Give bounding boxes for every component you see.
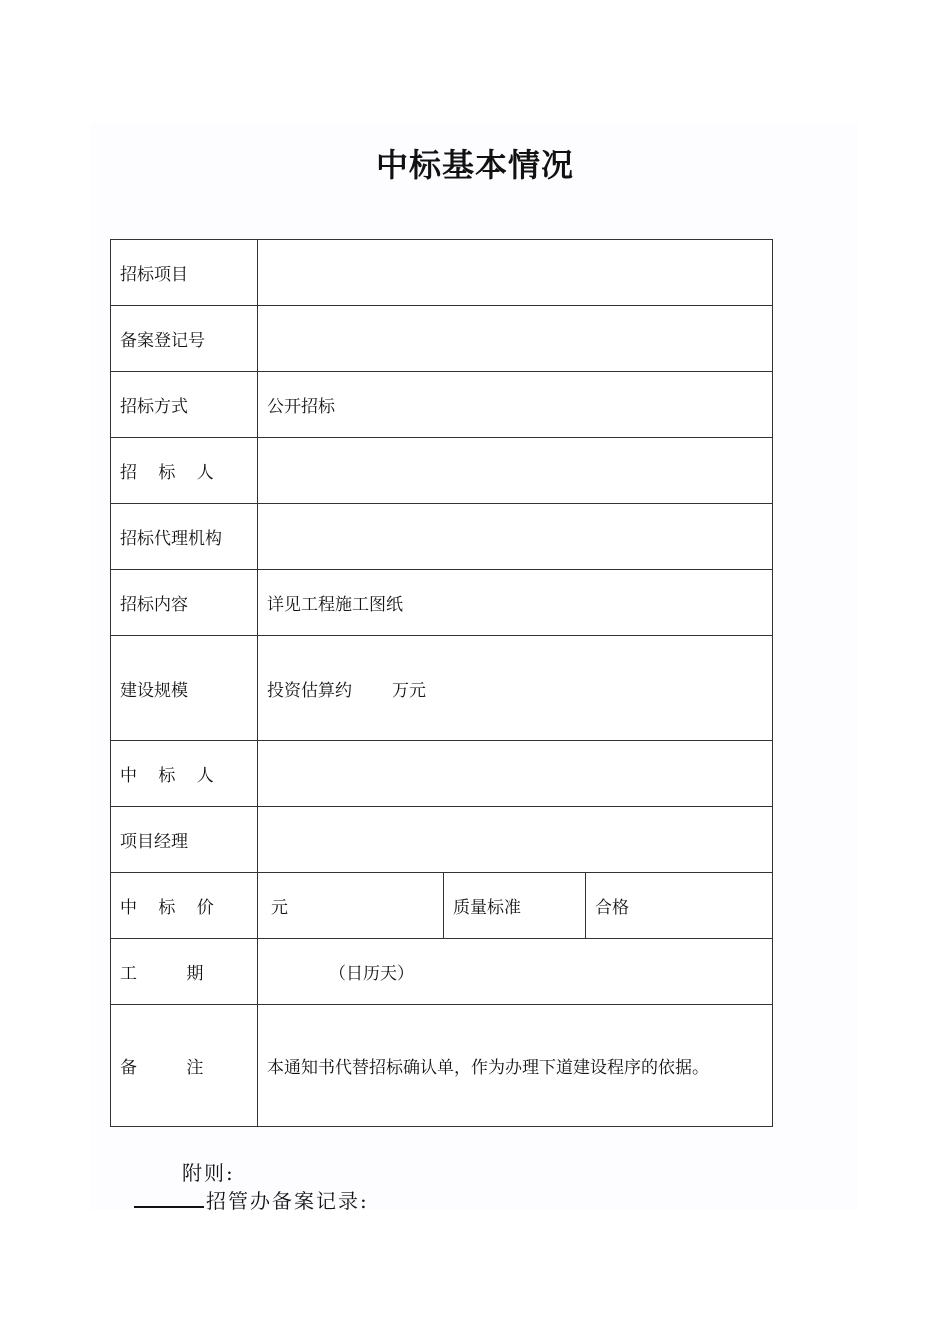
label-quality: 质量标准	[444, 873, 586, 939]
value-manager[interactable]	[258, 807, 773, 873]
bid-info-table	[110, 239, 773, 1127]
scale-suffix: 万元	[392, 680, 426, 701]
value-period[interactable]	[258, 939, 773, 1005]
value-method[interactable]: 公开招标	[258, 372, 773, 438]
table-row	[111, 741, 773, 807]
table-row	[111, 570, 773, 636]
scale-prefix: 投资估算约	[267, 680, 352, 701]
table-row	[111, 438, 773, 504]
value-scale[interactable]	[258, 636, 773, 741]
value-content[interactable]: 详见工程施工图纸	[258, 570, 773, 636]
value-agency[interactable]	[258, 504, 773, 570]
table-row	[111, 372, 773, 438]
value-price[interactable]: 元	[258, 873, 444, 939]
footer-appendix: 附则:	[182, 1161, 235, 1185]
label-period: 工 期	[111, 939, 258, 1005]
table-row	[111, 873, 773, 939]
value-tenderer[interactable]	[258, 438, 773, 504]
label-method: 招标方式	[111, 372, 258, 438]
value-remarks[interactable]: 本通知书代替招标确认单，作为办理下道建设程序的依据。	[258, 1005, 773, 1127]
value-project[interactable]	[258, 240, 773, 306]
table-row	[111, 807, 773, 873]
value-winner[interactable]	[258, 741, 773, 807]
period-unit: （日历天）	[329, 964, 414, 984]
table-row	[111, 636, 773, 741]
label-tenderer: 招 标 人	[111, 438, 258, 504]
label-manager: 项目经理	[111, 807, 258, 873]
table-row	[111, 306, 773, 372]
footer-record-label: 招管办备案记录:	[206, 1189, 369, 1213]
record-blank-line[interactable]	[134, 1186, 204, 1208]
table-row	[111, 1005, 773, 1127]
table-row	[111, 504, 773, 570]
label-content: 招标内容	[111, 570, 258, 636]
label-project: 招标项目	[111, 240, 258, 306]
label-record-no: 备案登记号	[111, 306, 258, 372]
footer-record	[134, 1186, 369, 1214]
label-price: 中 标 价	[111, 873, 258, 939]
page-title: 中标基本情况	[375, 146, 574, 184]
value-record-no[interactable]	[258, 306, 773, 372]
table-row	[111, 240, 773, 306]
label-agency: 招标代理机构	[111, 504, 258, 570]
label-scale: 建设规模	[111, 636, 258, 741]
table-row	[111, 939, 773, 1005]
value-quality[interactable]: 合格	[586, 873, 773, 939]
label-remarks: 备 注	[111, 1005, 258, 1127]
label-winner: 中 标 人	[111, 741, 258, 807]
